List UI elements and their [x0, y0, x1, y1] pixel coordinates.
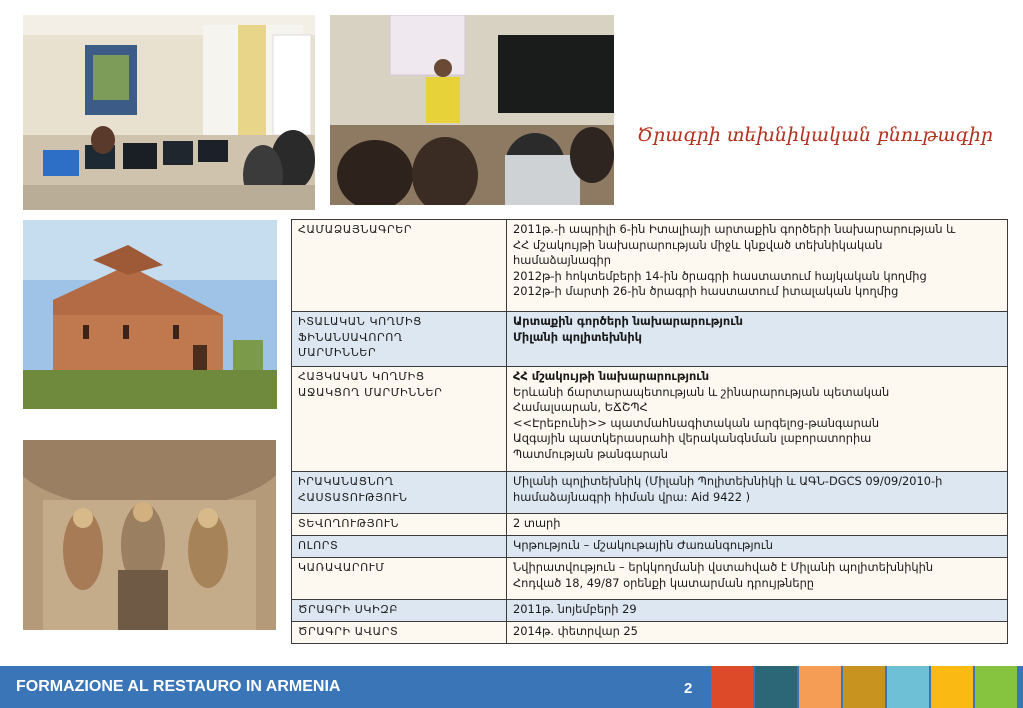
table-row: [292, 472, 1008, 514]
row-value: [507, 600, 1008, 622]
row-label-line: ՏԵՎՈՂՈՒԹՅՈՒՆ: [298, 517, 400, 530]
table-row: [292, 558, 1008, 600]
row-label-line: ՀԱՍՏԱՏՈՒԹՅՈՒՆ: [298, 490, 408, 504]
row-value-line: 2011թ.-ի ապրիլի 6-ին Իտալիայի արտաքին գործերի նախարարության և: [513, 222, 956, 236]
row-label-line: ՀԱՅԿԱԿԱՆ ԿՈՂՄԻՑ: [298, 370, 425, 383]
row-label-line: ԱՋԱԿՑՈՂ ՄԱՐՄԻՆՆԵՐ: [298, 385, 443, 399]
row-value-line: Երևանի ճարտարապետության և շինարարության պետական: [513, 384, 890, 399]
row-value: [507, 472, 1008, 514]
row-value: [507, 367, 1008, 472]
row-label: [292, 514, 507, 536]
row-value-line: Կրթություն – մշակութային Ժառանգություն: [513, 538, 773, 552]
row-value-line: համաձայնագիր: [513, 253, 611, 267]
row-label: [292, 600, 507, 622]
project-info-table: [291, 219, 1008, 644]
row-value-line: ՀՀ մշակույթի նախարարության միջև կնքված տեխնիկական: [513, 237, 883, 252]
row-value-line: Միլանի պոլիտեխնիկ: [513, 329, 642, 344]
row-label-line: ՖԻՆԱՆՍԱՎՈՐՈՂ: [298, 330, 403, 344]
table-row: [292, 367, 1008, 472]
color-swatch: [887, 666, 929, 708]
row-label: [292, 472, 507, 514]
row-value-line: 2 տարի: [513, 516, 561, 530]
color-swatch: [799, 666, 841, 708]
row-value: [507, 220, 1008, 312]
table-row: [292, 536, 1008, 558]
row-label-line: ԻՏԱԼԱԿԱՆ ԿՈՂՄԻՑ: [298, 315, 422, 328]
row-label: [292, 558, 507, 600]
row-value-line: 2012թ-ի հոկտեմբերի 14-ին ծրագրի հաստատում հայկական կողմից: [513, 268, 927, 283]
color-swatch: [843, 666, 885, 708]
row-value-line: համաձայնագրի հիման վրա: Aid 9422 ): [513, 489, 751, 504]
computer-lab-photo: [23, 15, 315, 210]
row-value-line: Պատմության թանգարան: [513, 446, 668, 461]
row-label-line: ԾՐԱԳՐԻ ԱՎԱՐՏ: [298, 625, 399, 638]
row-value-line: Ազգային պատկերասրահի վերականգնման լաբորատորիա: [513, 431, 872, 445]
color-swatch: [931, 666, 973, 708]
row-value-line: Արտաքին գործերի նախարարություն: [513, 314, 743, 328]
row-label-line: ԿԱՌԱՎԱՐՈՒՄ: [298, 561, 385, 574]
page-title: Ծրագրի տեխնիկական բնութագիր: [637, 124, 993, 146]
row-value: [507, 536, 1008, 558]
fresco-photo: [23, 440, 276, 630]
row-value: [507, 514, 1008, 536]
page-number: 2: [684, 680, 693, 697]
row-value-line: Համալսարան, ԵՃՇՊՀ: [513, 400, 648, 414]
color-swatch: [711, 666, 753, 708]
table-row: [292, 600, 1008, 622]
row-value: [507, 312, 1008, 367]
row-value: [507, 622, 1008, 644]
table-row: [292, 312, 1008, 367]
lecture-room-photo: [330, 15, 614, 205]
row-label: [292, 312, 507, 367]
row-label-line: ՄԱՐՄԻՆՆԵՐ: [298, 346, 377, 359]
row-value: [507, 558, 1008, 600]
row-label: [292, 367, 507, 472]
footer-title: FORMAZIONE AL RESTAURO IN ARMENIA: [16, 678, 341, 695]
table-row: [292, 220, 1008, 312]
church-photo: [23, 220, 277, 409]
color-swatch: [975, 666, 1017, 708]
row-label-line: ԻՐԱԿԱՆԱՑՆՈՂ: [298, 475, 394, 488]
row-label: [292, 220, 507, 312]
table-row: [292, 622, 1008, 644]
row-value-line: Հոդված 18, 49/87 օրենքի կատարման դրույթները: [513, 575, 815, 590]
row-label-line: ԾՐԱԳՐԻ ՍԿԻԶԲ: [298, 603, 399, 616]
row-value-line: 2011թ. նոյեմբերի 29: [513, 602, 637, 616]
table-row: [292, 514, 1008, 536]
row-label-line: ՀԱՄԱՁԱՅՆԱԳՐԵՐ: [298, 223, 413, 236]
row-value-line: 2014թ. փետրվար 25: [513, 624, 638, 638]
color-swatch: [755, 666, 797, 708]
row-label-line: ՈԼՈՐՏ: [298, 539, 339, 552]
row-value-line: <<Էրեբունի>> պատմահնագիտական արգելոց-թանգարան: [513, 415, 880, 430]
row-label: [292, 622, 507, 644]
row-value-line: ՀՀ մշակույթի նախարարություն: [513, 369, 710, 383]
row-value-line: 2012թ-ի մարտի 26-ին ծրագրի հաստատում իտալական կողմից: [513, 284, 899, 298]
row-value-line: Միլանի պոլիտեխնիկ (Միլանի Պոլիտեխնիկի և ԱԳՆ-DGCS 09/09/2010-ի: [513, 474, 943, 488]
row-value-line: Նվիրատվություն – երկկողմանի վստահված է Միլանի պոլիտեխնիկին: [513, 560, 934, 574]
row-label: [292, 536, 507, 558]
